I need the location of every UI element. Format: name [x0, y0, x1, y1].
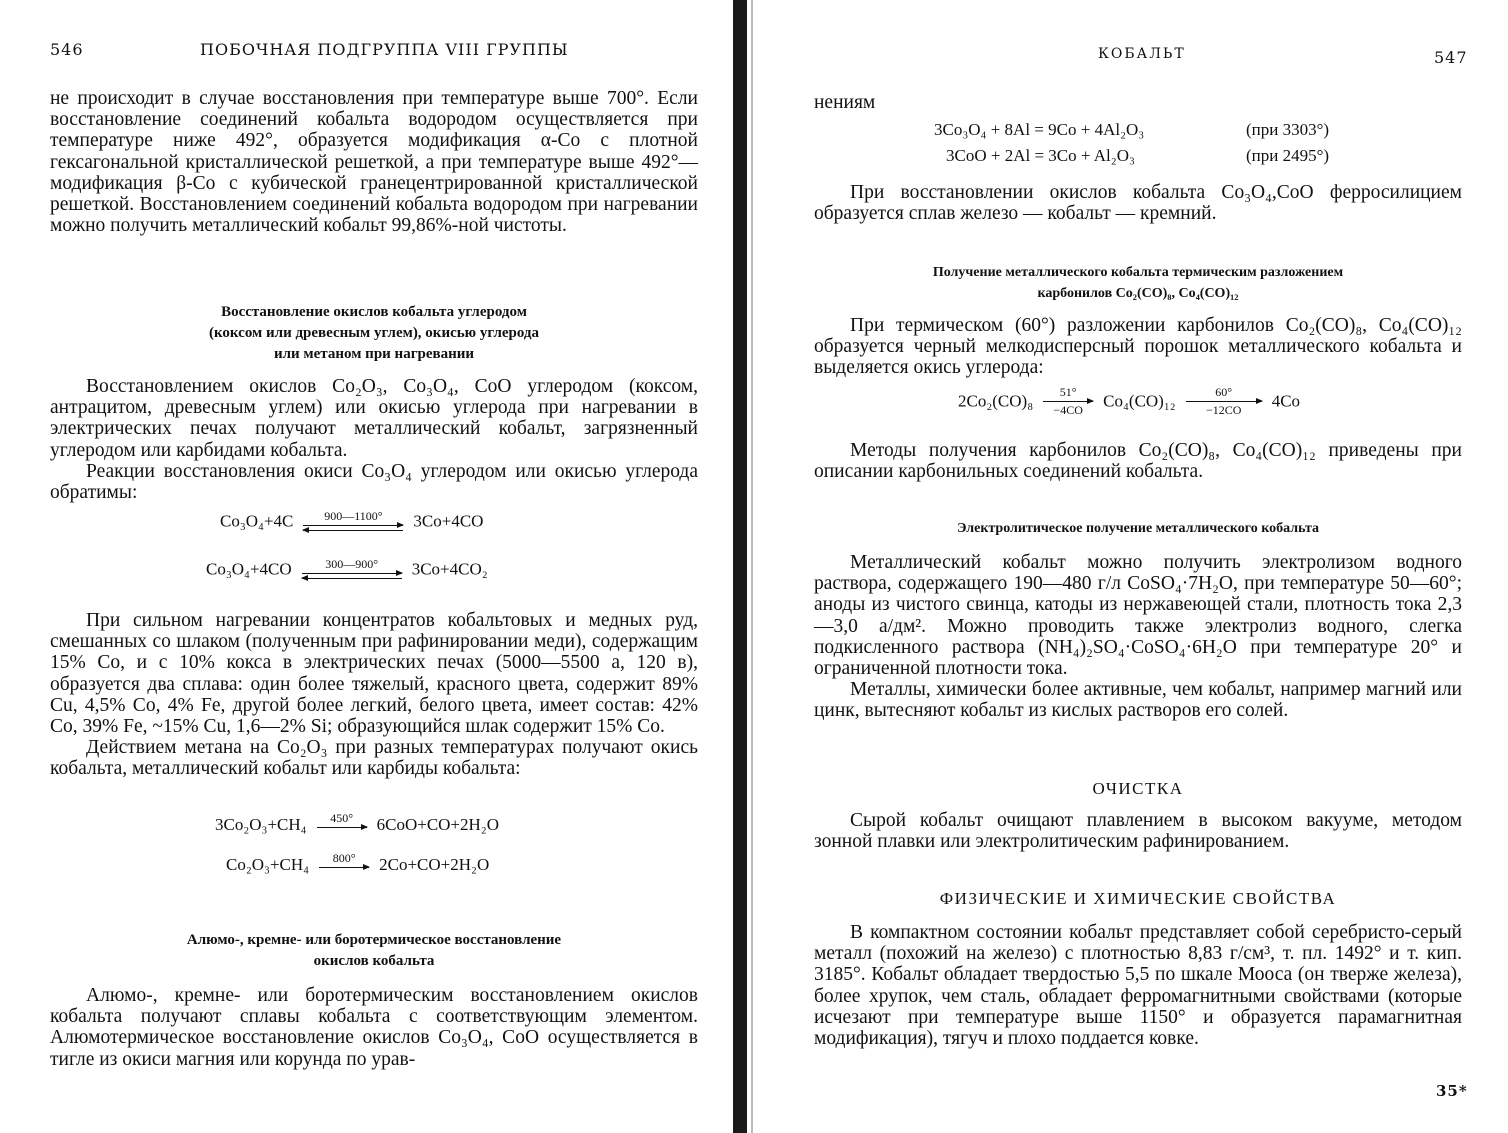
eq-condition: 60°: [1215, 385, 1233, 399]
eq-condition: 900—1100°: [324, 509, 383, 523]
paragraph: Металлы, химически более активные, чем кобальт, например магний или цинк, вытесняют кобальт из кислых растворов его солей.: [814, 679, 1462, 722]
heading-line: карбонилов Co₂(CO)₈, Co₄(CO)₁₂: [1037, 286, 1239, 301]
equation-2: [206, 558, 488, 581]
eq-right: 3Co+4CO₂: [411, 559, 488, 579]
eq-condition: 51°: [1059, 385, 1077, 399]
right-para-3: [814, 315, 1462, 379]
reversible-arrow: [303, 510, 403, 533]
eq-condition: 450°: [330, 811, 354, 825]
eq-right: 2Co+CO+2H₂O: [379, 855, 490, 874]
left-page-number: 546: [50, 40, 84, 59]
paragraph: При сильном нагревании концентратов кобальтовых и медных руд, смешанных со шлаком (полученным при рафинировании меди), содержащим 15% Co, и с 10% кокса в электрических печах (5000—5500 а, 120 в), образуется два сплава: один более тяжелый, красного цвета, содержит 89% Cu, 4,5% Co, 4% Fe, другой более легкий, белого цвета, имеет состав: 42% Co, 39% Fe, ~15% Cu, 1,6—2% Si; образующийся шлак содержит 15% Co.: [50, 610, 698, 738]
heading-line: (коксом или древесным углем), окисью углерода: [208, 325, 540, 341]
eq-condition: −4CO: [1053, 403, 1083, 417]
reversible-arrow: [302, 558, 402, 581]
paragraph: Восстановлением окислов Co₂O₃, Co₃O₄, CoO углеродом (коксом, антрацитом, древесным углем) или окисью углерода при нагревании в электрических печах получают металлический кобальт, загрязненный углеродом или карбидами кобальта.: [50, 376, 698, 461]
carbonyl-decomposition-eq: [958, 386, 1300, 417]
arrow: [1043, 386, 1093, 417]
eq-term: Co₄(CO)₁₂: [1103, 391, 1176, 411]
paragraph: не происходит в случае восстановления при температуре выше 700°. Если восстановление соединений кобальта водородом осуществляется при температуре ниже 492°, образуется модификация α-Co с плотной гексагональной кристаллической решеткой, а при температуре выше 492°— модификация β-Co с кубической гранецентрированной кристаллической решеткой. Восстановлением соединений кобальта водородом при нагревании можно получить металлический кобальт 99,86%-ной чистоты.: [50, 88, 698, 237]
paragraph: При восстановлении окислов кобальта Co₃O₄,CoO ферросилицием образуется сплав железо — кобальт — кремний.: [814, 182, 1462, 225]
aluminothermic-eq-1: 3Co₃O₄ + 8Al = 9Co + 4Al₂O₃: [934, 120, 1145, 139]
eq-term: 4Co: [1271, 391, 1301, 411]
heading-line: Получение металлического кобальта термическим разложением: [932, 265, 1344, 280]
eq-condition: 300—900°: [325, 557, 379, 571]
eq-condition: −12CO: [1205, 403, 1242, 417]
section-title-purification: ОЧИСТКА: [1092, 779, 1184, 798]
left-running-head: ПОБОЧНАЯ ПОДГРУППА VIII ГРУППЫ: [200, 40, 569, 59]
paragraph: Действием метана на Co₂O₃ при разных температурах получают окись кобальта, металлический кобальт или карбиды кобальта:: [50, 737, 698, 780]
signature-mark: 35*: [1436, 1082, 1468, 1100]
eq-right: 3Co+4CO: [413, 511, 484, 531]
left-para-1: [50, 88, 698, 236]
eq-left: Co₃O₄+4C: [220, 511, 294, 531]
paragraph: Сырой кобальт очищают плавлением в высоком вакууме, методом зонной плавки или электролитическим рафинированием.: [814, 810, 1462, 853]
paragraph: Металлический кобальт можно получить электролизом водного раствора, содержащего 190—480 г/л CoSO₄·7H₂O, при температуре 50—60°; аноды из чистого свинца, катоды из нержавеющей стали, плотность тока 2,3—3,0 а/дм². Можно проводить также электролиз водного, слегка подкисленного раствора (NH₄)₂SO₄·CoSO₄·6H₂O при температуре 20° и ограниченной плотности тока.: [814, 552, 1462, 680]
equation-3: [215, 812, 499, 838]
paragraph: Методы получения карбонилов Co₂(CO)₈, Co₄(CO)₁₂ приведены при описании карбонильных соединений кобальта.: [814, 440, 1462, 483]
heading-line: или метаном при нагревании: [273, 346, 475, 362]
eq-left: 3Co₂O₃+CH₄: [215, 815, 307, 834]
right-heading-2: [814, 518, 1462, 539]
paragraph: Реакции восстановления окиси Co₃O₄ углеродом или окисью углерода обратимы:: [50, 460, 698, 504]
eq-condition: 800°: [332, 851, 356, 865]
heading-line: Алюмо-, кремне- или боротермическое восстановление: [186, 932, 562, 948]
right-para-1: [814, 92, 1462, 113]
right-para-7: [814, 810, 1462, 852]
heading-line: окислов кобальта: [313, 953, 435, 969]
paragraph: нениям: [814, 92, 876, 113]
left-para-2: [50, 376, 698, 503]
right-heading-1: [814, 262, 1462, 304]
left-para-4: [50, 610, 698, 780]
paragraph: Алюмо-, кремне- или боротермическим восстановлением окислов кобальта получают сплавы кобальта с соответствующим элементом. Алюмотермическое восстановление окислов Co₃O₄, CoO осуществляется в тигле из окиси магния или корунда по урав-: [50, 985, 698, 1070]
section-title-properties: ФИЗИЧЕСКИЕ И ХИМИЧЕСКИЕ СВОЙСТВА: [939, 889, 1337, 908]
right-para-8: [814, 922, 1462, 1049]
left-heading-2: [50, 930, 698, 972]
left-page: [0, 0, 736, 1133]
right-running-head: КОБАЛЬТ: [1098, 46, 1186, 62]
eq-right: 6CoO+CO+2H₂O: [376, 815, 499, 834]
paragraph: При термическом (60°) разложении карбонилов Co₂(CO)₈, Co₄(CO)₁₂ образуется черный мелкодисперсный порошок металлического кобальта и выделяется окись углерода:: [814, 315, 1462, 379]
paragraph: В компактном состоянии кобальт представляет собой серебристо-серый металл (похожий на железо) с плотностью 8,83 г/см³, т. пл. 1492° и т. кип. 3185°. Кобальт обладает твердостью 5,5 по шкале Мооса (он тверже железа), более хрупок, чем сталь, обладает ферромагнитными свойствами (которые исчезают при температуре выше 1150° и образуется парамагнитная модификация), тягуч и плохо поддается ковке.: [814, 922, 1462, 1050]
right-para-2: [814, 182, 1462, 224]
equation-1: [220, 510, 483, 533]
right-para-4: [814, 440, 1462, 482]
eq-left: Co₂O₃+CH₄: [226, 855, 310, 874]
heading-line: Восстановление окислов кобальта углеродом: [221, 304, 527, 320]
arrow: [1186, 386, 1262, 417]
left-para-6: [50, 985, 698, 1070]
right-page: [762, 0, 1508, 1133]
right-para-5: [814, 552, 1462, 722]
eq-note-2: (при 2495°): [1246, 146, 1330, 165]
equation-4: [226, 852, 489, 878]
aluminothermic-eq-2: 3CoO + 2Al = 3Co + Al₂O₃: [946, 146, 1135, 165]
gutter-line: [751, 0, 753, 1133]
arrow: [317, 812, 367, 838]
right-page-number: 547: [1434, 48, 1468, 67]
left-heading-1: [50, 302, 698, 365]
arrow: [319, 852, 369, 878]
eq-term: 2Co₂(CO)₈: [958, 391, 1034, 411]
eq-note-1: (при 3303°): [1246, 120, 1330, 139]
heading-line: Электролитическое получение металлического кобальта: [956, 521, 1320, 536]
eq-left: Co₃O₄+4CO: [206, 559, 292, 579]
